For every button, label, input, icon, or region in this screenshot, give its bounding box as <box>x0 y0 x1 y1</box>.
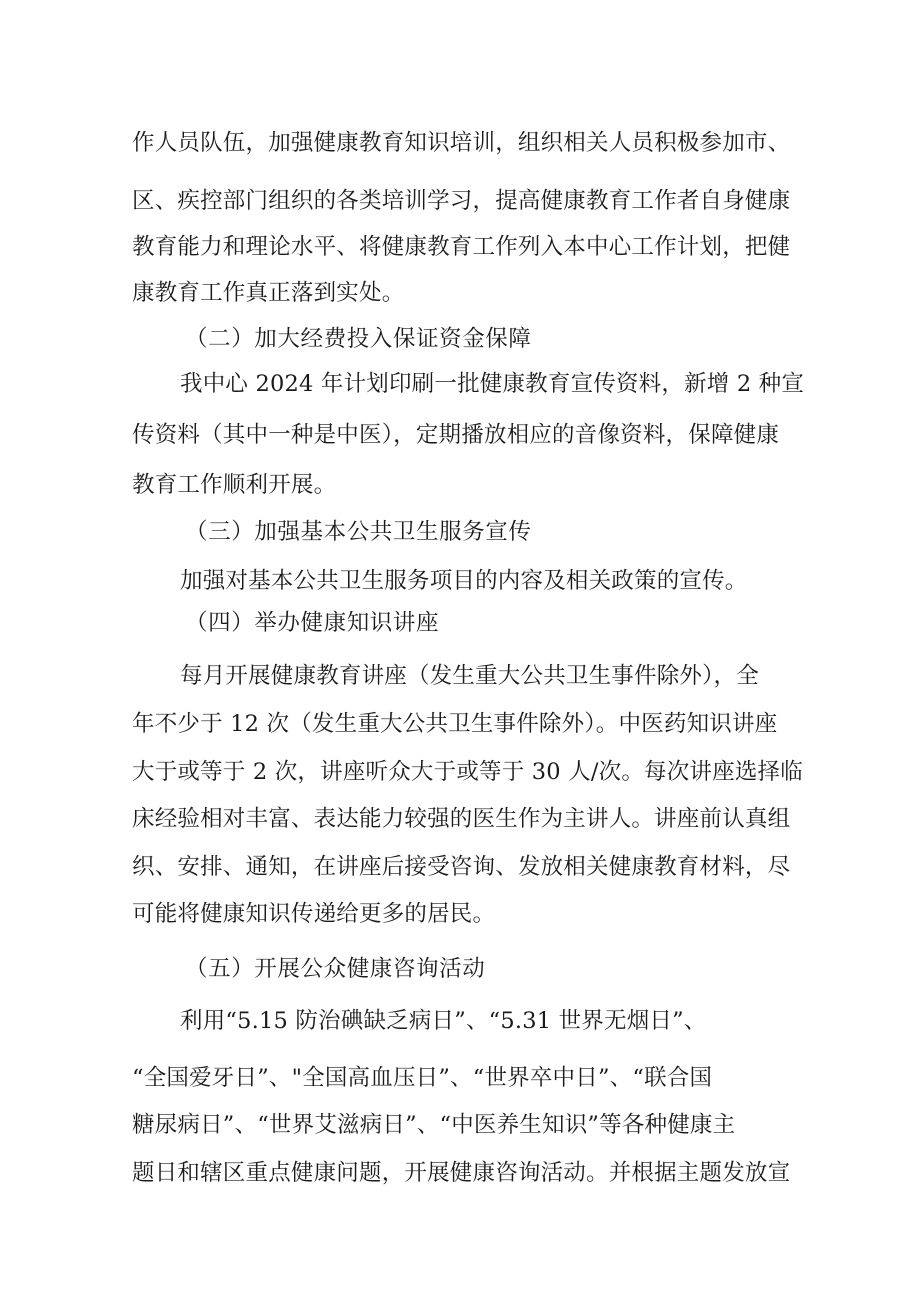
paragraph-line: 利用“5.15 防治碘缺乏病日”、“5.31 世界无烟日”、 <box>180 1008 707 1034</box>
section-heading: （三）加强基本公共卫生服务宣传 <box>185 519 532 545</box>
paragraph-line: 糖尿病日”、“世界艾滋病日”、“中医养生知识”等各种健康主 <box>132 1112 736 1138</box>
paragraph-line: 传资料（其中一种是中医），定期播放相应的音像资料，保障健康 <box>132 422 780 448</box>
paragraph-line: 大于或等于 2 次，讲座听众大于或等于 30 人/次。每次讲座选择临 <box>132 759 803 785</box>
paragraph-line: 作人员队伍，加强健康教育知识培训，组织相关人员积极参加市、 <box>132 130 791 156</box>
section-heading: （二）加大经费投入保证资金保障 <box>185 326 532 352</box>
paragraph-line: 题日和辖区重点健康问题，开展健康咨询活动。并根据主题发放宣 <box>132 1160 791 1186</box>
paragraph-line: 教育能力和理论水平、将健康教育工作列入本中心工作计划，把健 <box>132 234 791 260</box>
section-heading: （四）举办健康知识讲座 <box>185 610 440 636</box>
paragraph-line: 年不少于 12 次（发生重大公共卫生事件除外）。中医药知识讲座 <box>132 711 778 737</box>
paragraph-line: 床经验相对丰富、表达能力较强的医生作为主讲人。讲座前认真组 <box>132 806 791 832</box>
paragraph-line: “全国爱牙日”、"全国高血压日”、“世界卒中日”、“联合国 <box>132 1065 713 1091</box>
paragraph-line: 织、安排、通知，在讲座后接受咨询、发放相关健康教育材料，尽 <box>132 854 791 880</box>
paragraph-line: 每月开展健康教育讲座（发生重大公共卫生事件除外），全 <box>180 663 759 689</box>
paragraph-line: 区、疾控部门组织的各类培训学习，提高健康教育工作者自身健康 <box>132 188 791 214</box>
paragraph-line: 加强对基本公共卫生服务项目的内容及相关政策的宣传。 <box>180 568 748 594</box>
section-heading: （五）开展公众健康咨询活动 <box>185 956 486 982</box>
paragraph-line: 教育工作顺利开展。 <box>132 472 337 498</box>
paragraph-line: 康教育工作真正落到实处。 <box>132 280 405 306</box>
paragraph-line: 可能将健康知识传递给更多的居民。 <box>132 901 496 927</box>
paragraph-line: 我中心 2024 年计划印刷一批健康教育宣传资料，新增 2 种宣 <box>180 371 805 397</box>
